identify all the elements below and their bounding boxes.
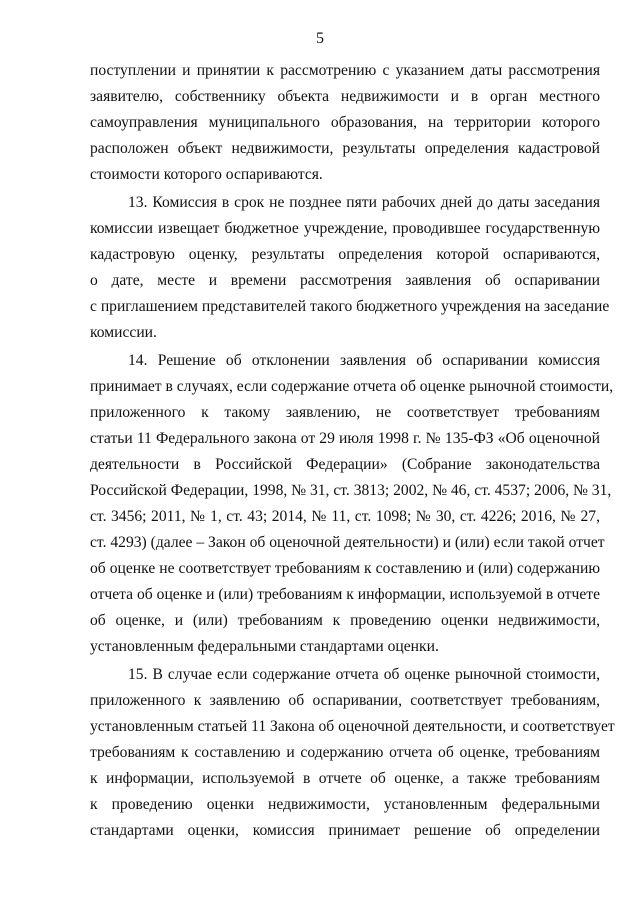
- text-line: стандартами оценки, комиссия принимает решение об определении: [90, 822, 600, 839]
- paragraph-continuation: [90, 58, 600, 188]
- text-line: к проведению оценки недвижимости, установленным федеральными: [90, 796, 600, 813]
- text-line: приложенного к заявлению об оспаривании, соответствует требованиям,: [90, 692, 600, 709]
- text-line: самоуправления муниципального образования, на территории которого: [90, 114, 600, 131]
- page-number: 5: [316, 30, 324, 47]
- text-line: 13. Комиссия в срок не позднее пяти рабочих дней до даты заседания: [128, 194, 600, 211]
- text-line: расположен объект недвижимости, результаты определения кадастровой: [90, 140, 600, 157]
- text-line: к информации, используемой в отчете об оценке, а также требованиям: [90, 770, 600, 787]
- text-line: кадастровую оценку, результаты определения которой оспариваются,: [90, 246, 600, 263]
- text-line: стоимости которого оспариваются.: [90, 166, 323, 183]
- paragraph-13: [90, 190, 610, 346]
- text-line: заявителю, собственнику объекта недвижимости и в орган местного: [90, 88, 600, 105]
- text-line: об оценке не соответствует требованиям к составлению и (или) содержанию: [90, 560, 600, 577]
- text-line: ст. 3456; 2011, № 1, ст. 43; 2014, № 11, ст. 1098; № 30, ст. 4226; 2016, № 27,: [90, 508, 600, 525]
- text-line: установленным статьей 11 Закона об оценочной деятельности, и соответствует: [90, 718, 615, 735]
- text-line: установленным федеральными стандартами оценки.: [90, 638, 439, 655]
- text-line: ст. 4293) (далее – Закон об оценочной деятельности) и (или) если такой отчет: [90, 534, 605, 551]
- paragraph-14: [90, 348, 614, 660]
- text-line: отчета об оценке и (или) требованиям к информации, используемой в отчете: [90, 586, 600, 603]
- text-line: о дате, месте и времени рассмотрения заявления об оспаривании: [90, 272, 600, 289]
- text-line: с приглашением представителей такого бюджетного учреждения на заседание: [90, 298, 610, 315]
- document-body: [90, 58, 615, 844]
- text-line: требованиям к составлению и содержанию отчета об оценке, требованиям: [90, 744, 600, 761]
- text-line: статьи 11 Федерального закона от 29 июля 1998 г. № 135-ФЗ «Об оценочной: [90, 430, 600, 447]
- text-line: деятельности в Российской Федерации» (Собрание законодательства: [90, 456, 600, 473]
- text-line: 14. Решение об отклонении заявления об оспаривании комиссия: [128, 352, 600, 369]
- text-line: об оценке, и (или) требованиям к проведению оценки недвижимости,: [90, 612, 600, 629]
- text-line: приложенного к такому заявлению, не соответствует требованиям: [90, 404, 600, 421]
- text-line: 15. В случае если содержание отчета об оценке рыночной стоимости,: [128, 666, 600, 683]
- paragraph-15: [90, 662, 615, 844]
- text-line: комиссии.: [90, 324, 157, 341]
- text-line: поступлении и принятии к рассмотрению с указанием даты рассмотрения: [90, 62, 600, 79]
- text-line: Российской Федерации, 1998, № 31, ст. 3813; 2002, № 46, ст. 4537; 2006, № 31,: [90, 482, 612, 499]
- text-line: комиссии извещает бюджетное учреждение, проводившее государственную: [90, 220, 600, 237]
- text-line: принимает в случаях, если содержание отчета об оценке рыночной стоимости,: [90, 378, 614, 395]
